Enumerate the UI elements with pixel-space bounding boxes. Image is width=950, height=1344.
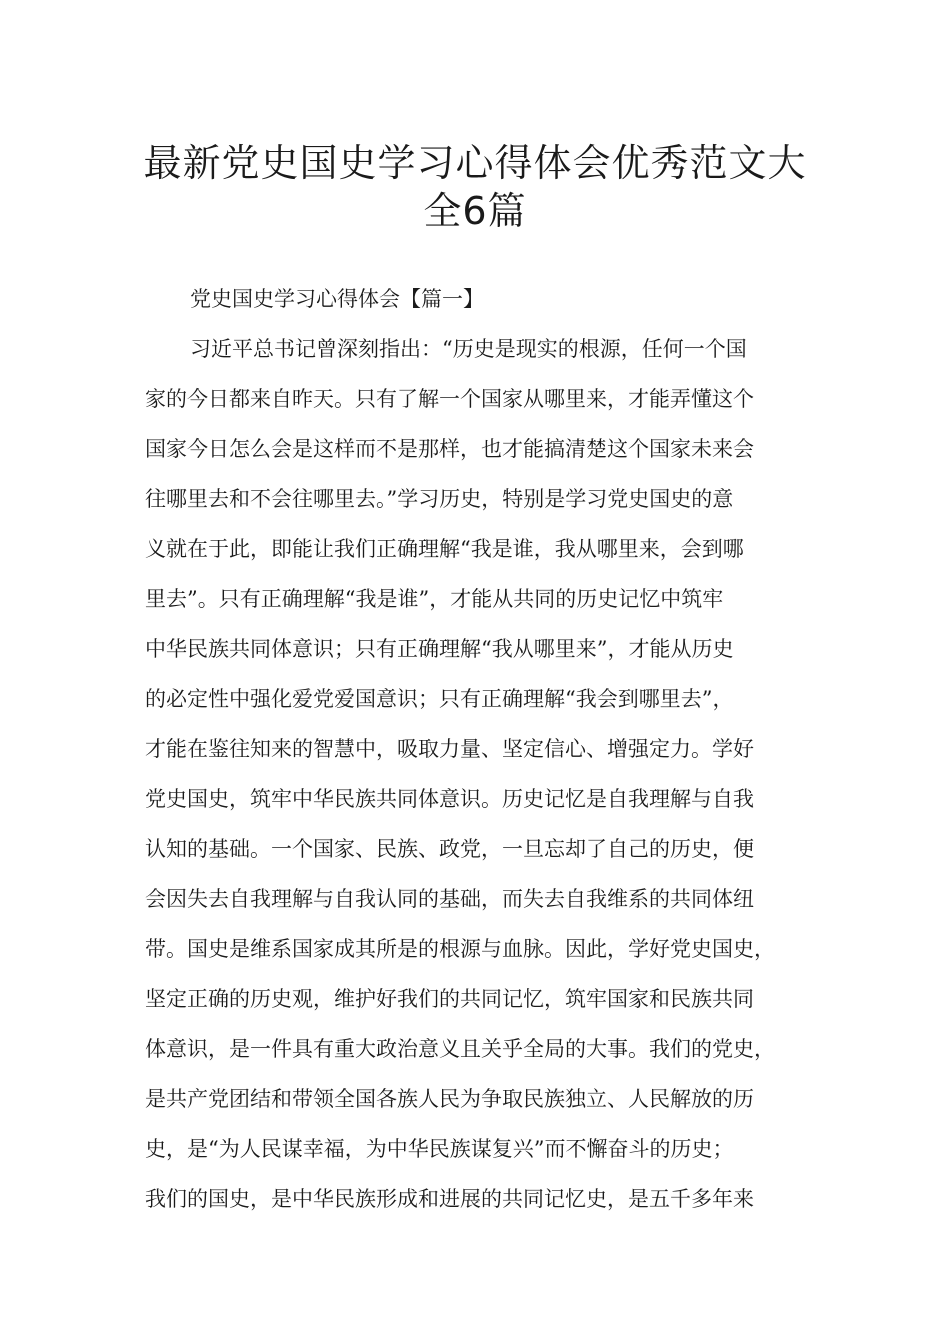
paragraph-line: 党史国史，筑牢中华民族共同体意识。历史记忆是自我理解与自我: [145, 787, 754, 811]
paragraph-line: 我们的国史，是中华民族形成和进展的共同记忆史，是五千多年来: [145, 1187, 754, 1211]
paragraph-line: 会因失去自我理解与自我认同的基础，而失去自我维系的共同体纽: [145, 887, 754, 911]
paragraph-line: 国家今日怎么会是这样而不是那样，也才能搞清楚这个国家未来会: [145, 437, 754, 461]
paragraph-line: 义就在于此，即能让我们正确理解“我是谁，我从哪里来，会到哪: [145, 537, 744, 561]
paragraph-line: 坚定正确的历史观，维护好我们的共同记忆，筑牢国家和民族共同: [145, 987, 754, 1011]
document-title-line-1: 最新党史国史学习心得体会优秀范文大: [143, 141, 807, 185]
paragraph-line: 史，是“为人民谋幸福，为中华民族谋复兴”而不懈奋斗的历史；: [145, 1137, 734, 1161]
paragraph-line: 里去”。只有正确理解“我是谁”，才能从共同的历史记忆中筑牢: [145, 587, 724, 611]
section-heading: 党史国史学习心得体会【篇一】: [190, 287, 484, 311]
paragraph-line: 认知的基础。一个国家、民族、政党，一旦忘却了自己的历史，便: [145, 837, 754, 861]
paragraph-line: 家的今日都来自昨天。只有了解一个国家从哪里来，才能弄懂这个: [145, 387, 754, 411]
paragraph-line: 习近平总书记曾深刻指出：“历史是现实的根源，任何一个国: [190, 337, 747, 361]
paragraph-line: 的必定性中强化爱党爱国意识；只有正确理解“我会到哪里去”，: [145, 687, 734, 711]
paragraph-line: 带。国史是维系国家成其所是的根源与血脉。因此，学好党史国史，: [145, 937, 775, 961]
paragraph-line: 体意识，是一件具有重大政治意义且关乎全局的大事。我们的党史，: [145, 1037, 775, 1061]
paragraph-line: 才能在鉴往知来的智慧中，吸取力量、坚定信心、增强定力。学好: [145, 737, 754, 761]
document-title-line-2: 全6篇: [423, 189, 527, 233]
paragraph-line: 是共产党团结和带领全国各族人民为争取民族独立、人民解放的历: [145, 1087, 754, 1111]
paragraph-line: 中华民族共同体意识；只有正确理解“我从哪里来”，才能从历史: [145, 637, 734, 661]
paragraph-line: 往哪里去和不会往哪里去。”学习历史，特别是学习党史国史的意: [145, 487, 734, 511]
